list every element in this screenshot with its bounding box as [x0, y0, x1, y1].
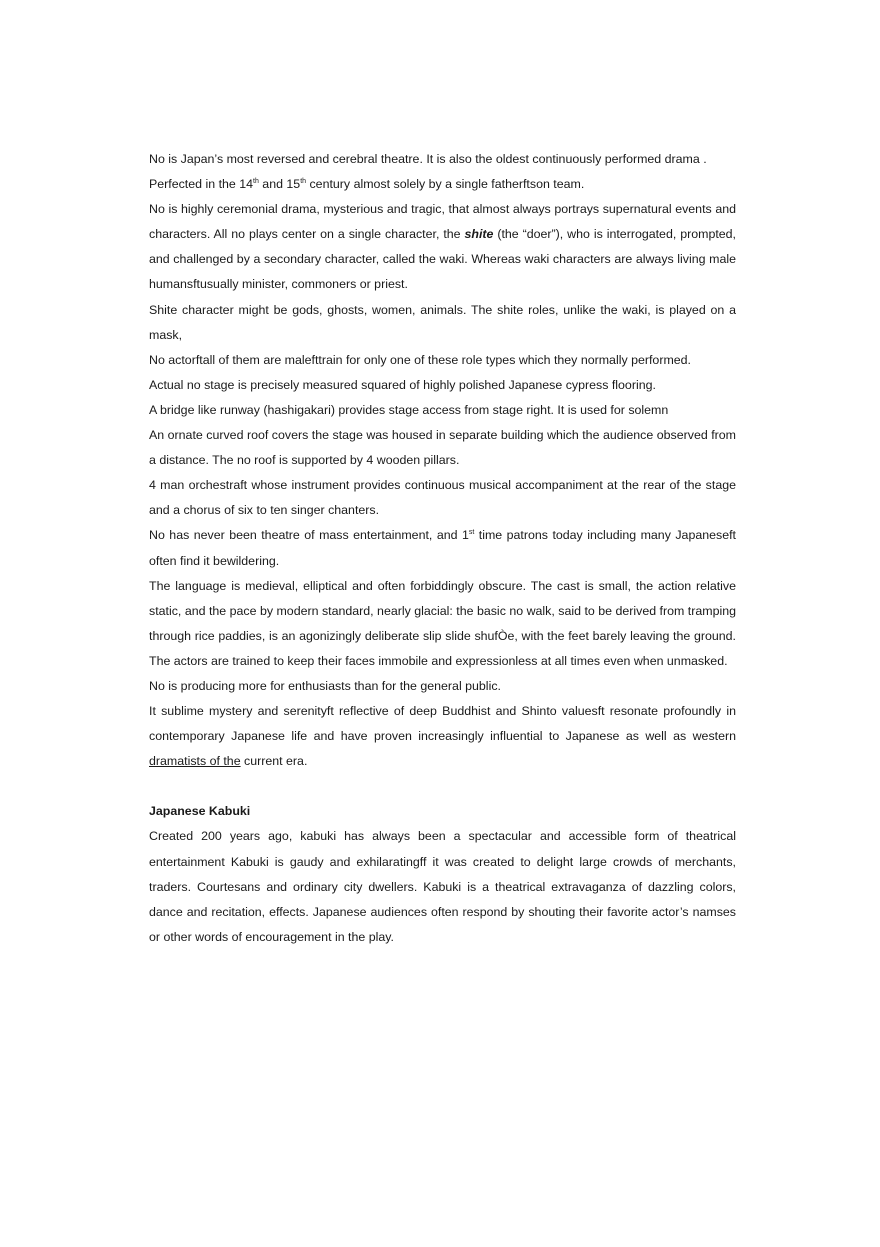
section-heading-kabuki: Japanese Kabuki — [149, 804, 251, 819]
text-segment: No is Japan’s most reversed and cerebral theatre. It is also the oldest continuously performed drama . — [149, 152, 707, 166]
paragraph-orchestra: 4 man orchestraft whose instrument provides continuous musical accompaniment at the rear of the stage and a chorus of six to ten singer chanters. — [149, 478, 736, 518]
paragraph-mass-entertainment — [149, 523, 736, 573]
text-segment: time patrons today including many Japaneseft often find it bewildering. — [149, 528, 736, 568]
text-segment: century almost solely by a single fatherftson team. — [306, 177, 585, 192]
text-segment: No is highly ceremonial drama, mysterious and tragic, that almost always portrays supernatural events and characters. All no plays center on a single character, the — [149, 202, 736, 242]
superscript: th — [300, 177, 307, 185]
paragraph-no-intro — [149, 147, 736, 197]
text-segment: and 15 — [258, 177, 301, 192]
paragraph-no-stage: Actual no stage is precisely measured squared of highly polished Japanese cypress flooring. — [149, 377, 656, 392]
paragraph-shite-character: Shite character might be gods, ghosts, women, animals. The shite roles, unlike the waki, is played on a mask, — [149, 302, 736, 342]
paragraph-spacer — [149, 774, 736, 799]
emphasis-shite: shite — [464, 227, 494, 242]
text-segment: It sublime mystery and serenityft reflective of deep Buddhist and Shinto valuesft resonate profoundly in contemporary Japanese life and have proven increasingly influential to Japanese as well as western — [149, 704, 736, 744]
paragraph-language: The language is medieval, elliptical and often forbiddingly obscure. The cast is small, the action relative static, and the pace by modern standard, nearly glacial: the basic no walk, said to be derived from tramping through rice paddies, is an agonizingly deliberate slip slide shufÒe, with the feet barely leaving the ground. The actors are trained to keep their faces immobile and expressionless at all times even when unmasked. — [149, 578, 736, 668]
underlined-text: dramatists of the — [149, 754, 241, 769]
paragraph-sublime-mystery — [149, 699, 736, 774]
paragraph-kabuki: Created 200 years ago, kabuki has always been a spectacular and accessible form of theatrical entertainment Kabuki is gaudy and exhilaratingff it was created to delight large crowds of merchants, traders. Courtesans and ordinary city dwellers. Kabuki is a theatrical extravaganza of dazzling colors, dance and recitation, effects. Japanese audiences often respond by shouting their favorite actor’s namses or other words of encouragement in the play. — [149, 829, 736, 944]
paragraph-bridge: A bridge like runway (hashigakari) provides stage access from stage right. It is used for solemn — [149, 402, 669, 417]
text-segment: (the “doer”), who is interrogated, prompted, and challenged by a secondary character, called the waki. Whereas waki characters are always living male humansftusually minister, commoners or priest. — [149, 227, 737, 292]
text-segment: Perfected in the 14 — [149, 177, 254, 192]
paragraph-no-actors: No actorftall of them are malefttrain for only one of these role types which they normally performed. — [149, 352, 691, 367]
superscript: st — [468, 529, 475, 537]
superscript: th — [253, 177, 259, 185]
text-segment: No has never been theatre of mass entertainment, and 1 — [149, 528, 469, 543]
paragraph-enthusiasts: No is producing more for enthusiasts than for the general public. — [149, 678, 501, 693]
paragraph-no-ceremonial — [149, 197, 736, 297]
paragraph-roof: An ornate curved roof covers the stage was housed in separate building which the audience observed from a distance. The no roof is supported by 4 wooden pillars. — [149, 428, 736, 468]
document-page — [149, 147, 736, 950]
text-segment: current era. — [240, 754, 308, 769]
